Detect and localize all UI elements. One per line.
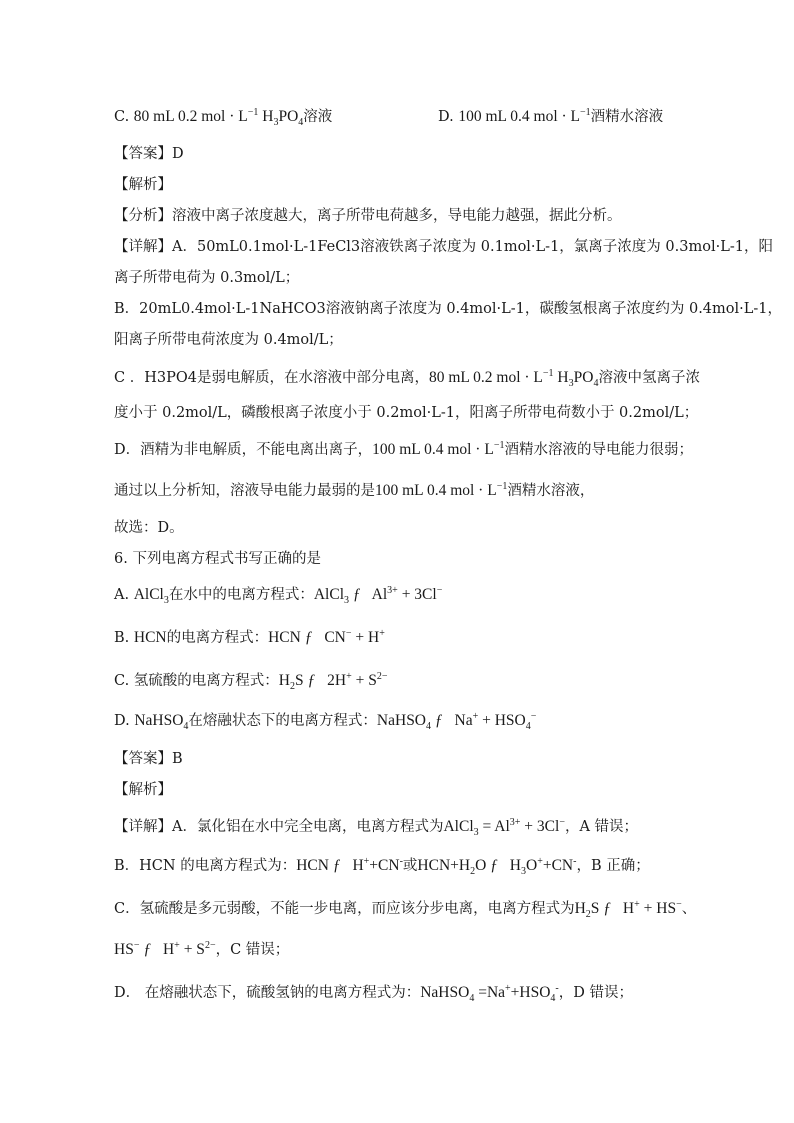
formula: 80 mL 0.2 mol · $L^{-1}$ $H_3PO_4$ [428, 367, 599, 390]
q6-detail-b: B．HCN 的电离方程式为：HCN ƒ H++CN-或$HCN+H_2O$ ƒ $H_3O^++CN^-$，B 正确； [114, 855, 650, 878]
q6-stem: 6. 下列电离方程式书写正确的是 [114, 551, 321, 567]
formula: 100 mL 0.4 mol · $L^{-1}$ [372, 439, 505, 458]
formula: 100 mL 0.4 mol · $L^{-1}$ [458, 106, 591, 125]
q5-detail-a2: 离子所带电荷为 0.3mol/L； [114, 270, 300, 286]
q5-option-c [114, 107, 332, 127]
q6-option-c: C. 氢硫酸的电离方程式：$H_2S$ ƒ $2H^+ + S^{2-}$ [114, 670, 388, 693]
q5-detail-b2: 阳离子所带电荷浓度为 0.4mol/L； [114, 332, 343, 348]
q6-detail-c2: HS− ƒ $H^+ + S^{2-}$，C 错误； [114, 939, 290, 958]
formula: 80 mL 0.2 mol · $L^{-1}$ $H_3PO_4$ [133, 106, 304, 129]
q5-detail-d1: D．酒精为非电解质，不能电离出离子，100 mL 0.4 mol · $L^{-1}$酒精水溶液的导电能力很弱； [114, 439, 693, 458]
q6-option-a: A. AlCl$_3$在水中的电离方程式：AlCl$_3$ ƒ $Al^{3+} + 3Cl^-$ [114, 584, 443, 607]
q6-option-b: B. HCN的电离方程式：HCN ƒ CN− + H+ [114, 627, 385, 646]
q5-detail-a1: 【详解】A．50mL0.1mol·L-1FeCl3溶液铁离子浓度为 0.1mol·L-1，氯离子浓度为 0.3mol·L-1，阳 [114, 239, 773, 255]
q5-fenxi: 【分析】溶液中离子浓度越大，离子所带电荷越多，导电能力越强，据此分析。 [114, 208, 622, 224]
q5-choose: 故选：D。 [114, 520, 184, 536]
q5-detail-c1: C ．H3PO4是弱电解质，在水溶液中部分电离，80 mL 0.2 mol · $L^{-1}$ $H_3PO_4$溶液中氢离子浓 [114, 367, 700, 390]
q6-answer: 【答案】B [114, 751, 183, 767]
option-label: D. [438, 109, 454, 125]
option-text: 酒精水溶液 [590, 109, 664, 125]
q5-option-d [438, 107, 663, 127]
q6-option-d: D. NaHSO$_4$在熔融状态下的电离方程式：NaHSO$_4$ ƒ $Na^+ + HSO_4^-$ [114, 710, 537, 733]
q6-detail-d: D． 在熔融状态下，硫酸氢钠的电离方程式为：NaHSO$_4$ $=Na^++HSO_4^-$，D 错误； [114, 982, 633, 1005]
option-text: 溶液 [303, 109, 333, 125]
q5-analysis-tag: 【解析】 [114, 177, 172, 193]
q5-detail-b1: B．20mL0.4mol·L-1NaHCO3溶液钠离子浓度为 0.4mol·L-1，碳酸氢根离子浓度约为 0.4mol·L-1， [114, 301, 783, 317]
q5-detail-c2: 度小于 0.2mol/L，磷酸根离子浓度小于 0.2mol·L-1，阳离子所带电荷数小于 0.2mol/L； [114, 405, 699, 421]
q6-detail-c1: C．氢硫酸是多元弱酸，不能一步电离，而应该分步电离，电离方程式为$H_2S$ ƒ H+ + HS−、 [114, 898, 697, 921]
option-label: C. [114, 109, 130, 125]
q6-analysis-tag: 【解析】 [114, 782, 172, 798]
q5-conclusion: 通过以上分析知，溶液导电能力最弱的是100 mL 0.4 mol · $L^{-1}$酒精水溶液， [114, 480, 595, 499]
q6-detail-a: 【详解】A．氯化铝在水中完全电离，电离方程式为AlCl$_3$ = $Al^{3+} + 3Cl^-$，A 错误； [114, 816, 639, 839]
formula: 100 mL 0.4 mol · $L^{-1}$ [375, 480, 508, 499]
q5-answer: 【答案】D [114, 146, 184, 162]
